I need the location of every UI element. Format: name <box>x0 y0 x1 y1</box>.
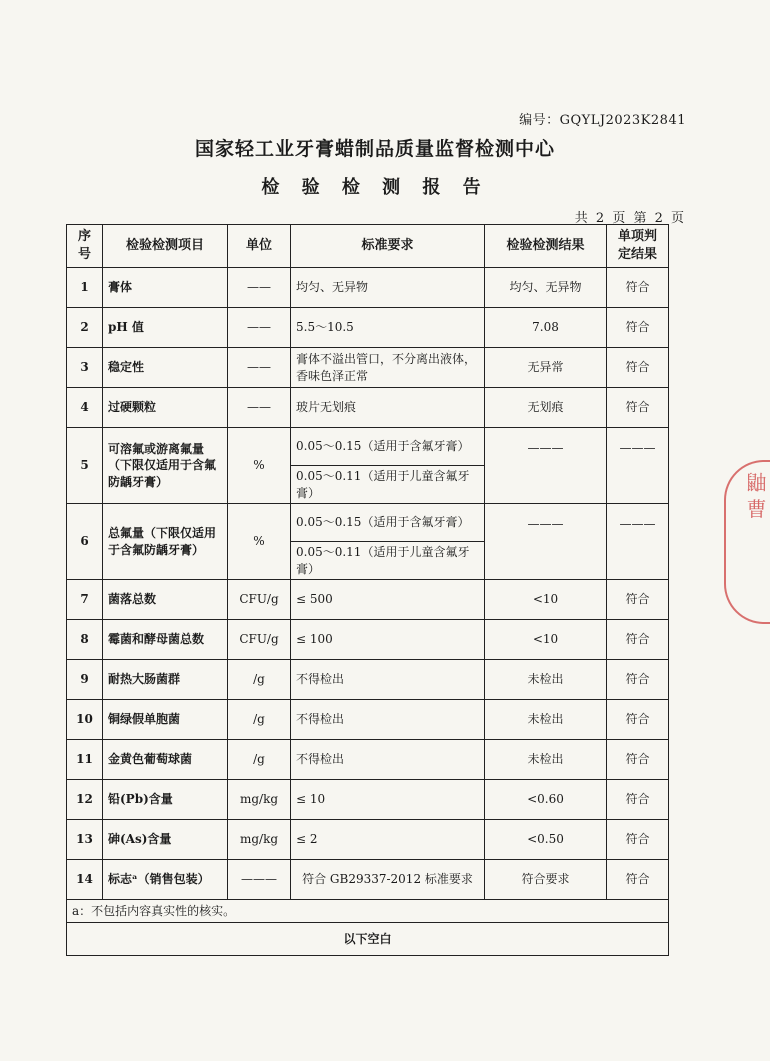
row-unit: CFU/g <box>228 620 291 660</box>
row-standard: 玻片无划痕 <box>291 388 485 428</box>
header-standard: 标准要求 <box>291 225 485 268</box>
blank-row <box>67 923 669 956</box>
row-judgement: 符合 <box>607 740 669 780</box>
row-standard: ≤ 2 <box>291 820 485 860</box>
table-header-row <box>67 225 669 268</box>
row-item: 金黄色葡萄球菌 <box>103 740 228 780</box>
row-unit: % <box>228 428 291 504</box>
row-result: ——— <box>485 428 607 504</box>
row-item: 膏体 <box>103 268 228 308</box>
row-judgement: 符合 <box>607 580 669 620</box>
row-result: <0.60 <box>485 780 607 820</box>
row-no: 1 <box>67 268 103 308</box>
document-title: 检 验 检 测 报 告 <box>261 177 489 198</box>
row-standard: 不得检出 <box>291 660 485 700</box>
footnote-row <box>67 900 669 923</box>
row-result: <10 <box>485 620 607 660</box>
table-row <box>67 740 669 780</box>
row-unit: /g <box>228 700 291 740</box>
row-no: 13 <box>67 820 103 860</box>
row-no: 8 <box>67 620 103 660</box>
row-unit: —— <box>228 388 291 428</box>
row-result: <0.50 <box>485 820 607 860</box>
row-no: 12 <box>67 780 103 820</box>
row-no: 3 <box>67 348 103 388</box>
row-standard: 不得检出 <box>291 740 485 780</box>
row-item: 稳定性 <box>103 348 228 388</box>
row-judgement: 符合 <box>607 820 669 860</box>
row-item: 菌落总数 <box>103 580 228 620</box>
row-unit: /g <box>228 740 291 780</box>
row-result: 7.08 <box>485 308 607 348</box>
row-standard-a: 0.05～0.15（适用于含氟牙膏） <box>291 504 485 542</box>
table-row <box>67 504 669 542</box>
table-row <box>67 620 669 660</box>
header-judgement: 单项判定结果 <box>607 225 669 268</box>
row-item: 砷(As)含量 <box>103 820 228 860</box>
row-result: 无划痕 <box>485 388 607 428</box>
row-standard: 符合 GB29337-2012 标准要求 <box>291 860 485 900</box>
row-standard-b: 0.05～0.11（适用于儿童含氟牙膏） <box>291 542 485 580</box>
row-judgement: 符合 <box>607 348 669 388</box>
row-item: 铜绿假单胞菌 <box>103 700 228 740</box>
row-standard: ≤ 500 <box>291 580 485 620</box>
row-item: pH 值 <box>103 308 228 348</box>
row-judgement: 符合 <box>607 268 669 308</box>
row-item: 过硬颗粒 <box>103 388 228 428</box>
row-result: ——— <box>485 504 607 580</box>
row-result: 未检出 <box>485 660 607 700</box>
row-judgement: 符合 <box>607 780 669 820</box>
row-item: 标志ᵃ（销售包装） <box>103 860 228 900</box>
row-standard: 均匀、无异物 <box>291 268 485 308</box>
table-row <box>67 428 669 466</box>
table-row <box>67 700 669 740</box>
footnote: a：不包括内容真实性的核实。 <box>67 900 669 923</box>
table-row <box>67 348 669 388</box>
row-item: 铅(Pb)含量 <box>103 780 228 820</box>
results-table <box>66 224 669 956</box>
row-unit: —— <box>228 308 291 348</box>
organization-title: 国家轻工业牙膏蜡制品质量监督检测中心 <box>194 138 555 160</box>
table-row <box>67 388 669 428</box>
table-row <box>67 820 669 860</box>
row-result: 无异常 <box>485 348 607 388</box>
red-seal-stamp: 鼬 曹 <box>724 460 770 624</box>
row-standard: ≤ 100 <box>291 620 485 660</box>
row-item: 总氟量（下限仅适用于含氟防龋牙膏） <box>103 504 228 580</box>
row-standard: ≤ 10 <box>291 780 485 820</box>
row-result: 符合要求 <box>485 860 607 900</box>
row-judgement: ——— <box>607 428 669 504</box>
row-standard-a: 0.05～0.15（适用于含氟牙膏） <box>291 428 485 466</box>
row-unit: % <box>228 504 291 580</box>
row-no: 7 <box>67 580 103 620</box>
row-unit: ——— <box>228 860 291 900</box>
table-row <box>67 860 669 900</box>
row-no: 6 <box>67 504 103 580</box>
row-unit: mg/kg <box>228 780 291 820</box>
row-result: 均匀、无异物 <box>485 268 607 308</box>
header-result: 检验检测结果 <box>485 225 607 268</box>
header-unit: 单位 <box>228 225 291 268</box>
row-judgement: 符合 <box>607 700 669 740</box>
row-unit: mg/kg <box>228 820 291 860</box>
row-judgement: ——— <box>607 504 669 580</box>
row-unit: —— <box>228 268 291 308</box>
row-standard: 膏体不溢出管口，不分离出液体，香味色泽正常 <box>291 348 485 388</box>
row-result: 未检出 <box>485 740 607 780</box>
table-row <box>67 780 669 820</box>
row-no: 5 <box>67 428 103 504</box>
row-item: 可溶氟或游离氟量（下限仅适用于含氟防龋牙膏） <box>103 428 228 504</box>
header-no: 序号 <box>67 225 103 268</box>
row-item: 霉菌和酵母菌总数 <box>103 620 228 660</box>
row-unit: CFU/g <box>228 580 291 620</box>
table-row <box>67 268 669 308</box>
row-judgement: 符合 <box>607 660 669 700</box>
row-result: 未检出 <box>485 700 607 740</box>
table-row <box>67 660 669 700</box>
row-no: 4 <box>67 388 103 428</box>
row-unit: —— <box>228 348 291 388</box>
row-standard: 不得检出 <box>291 700 485 740</box>
row-no: 11 <box>67 740 103 780</box>
row-result: <10 <box>485 580 607 620</box>
row-no: 14 <box>67 860 103 900</box>
row-no: 10 <box>67 700 103 740</box>
row-judgement: 符合 <box>607 388 669 428</box>
row-judgement: 符合 <box>607 860 669 900</box>
row-judgement: 符合 <box>607 620 669 660</box>
row-no: 9 <box>67 660 103 700</box>
header-item: 检验检测项目 <box>103 225 228 268</box>
table-row <box>67 580 669 620</box>
row-standard: 5.5～10.5 <box>291 308 485 348</box>
report-number: 编号：GQYLJ2023K2841 <box>519 113 686 128</box>
row-unit: /g <box>228 660 291 700</box>
row-standard-b: 0.05～0.11（适用于儿童含氟牙膏） <box>291 466 485 504</box>
row-no: 2 <box>67 308 103 348</box>
blank-note: 以下空白 <box>67 923 669 956</box>
row-item: 耐热大肠菌群 <box>103 660 228 700</box>
table-row <box>67 308 669 348</box>
row-judgement: 符合 <box>607 308 669 348</box>
page-count: 共 2 页 第 2 页 <box>574 211 686 226</box>
